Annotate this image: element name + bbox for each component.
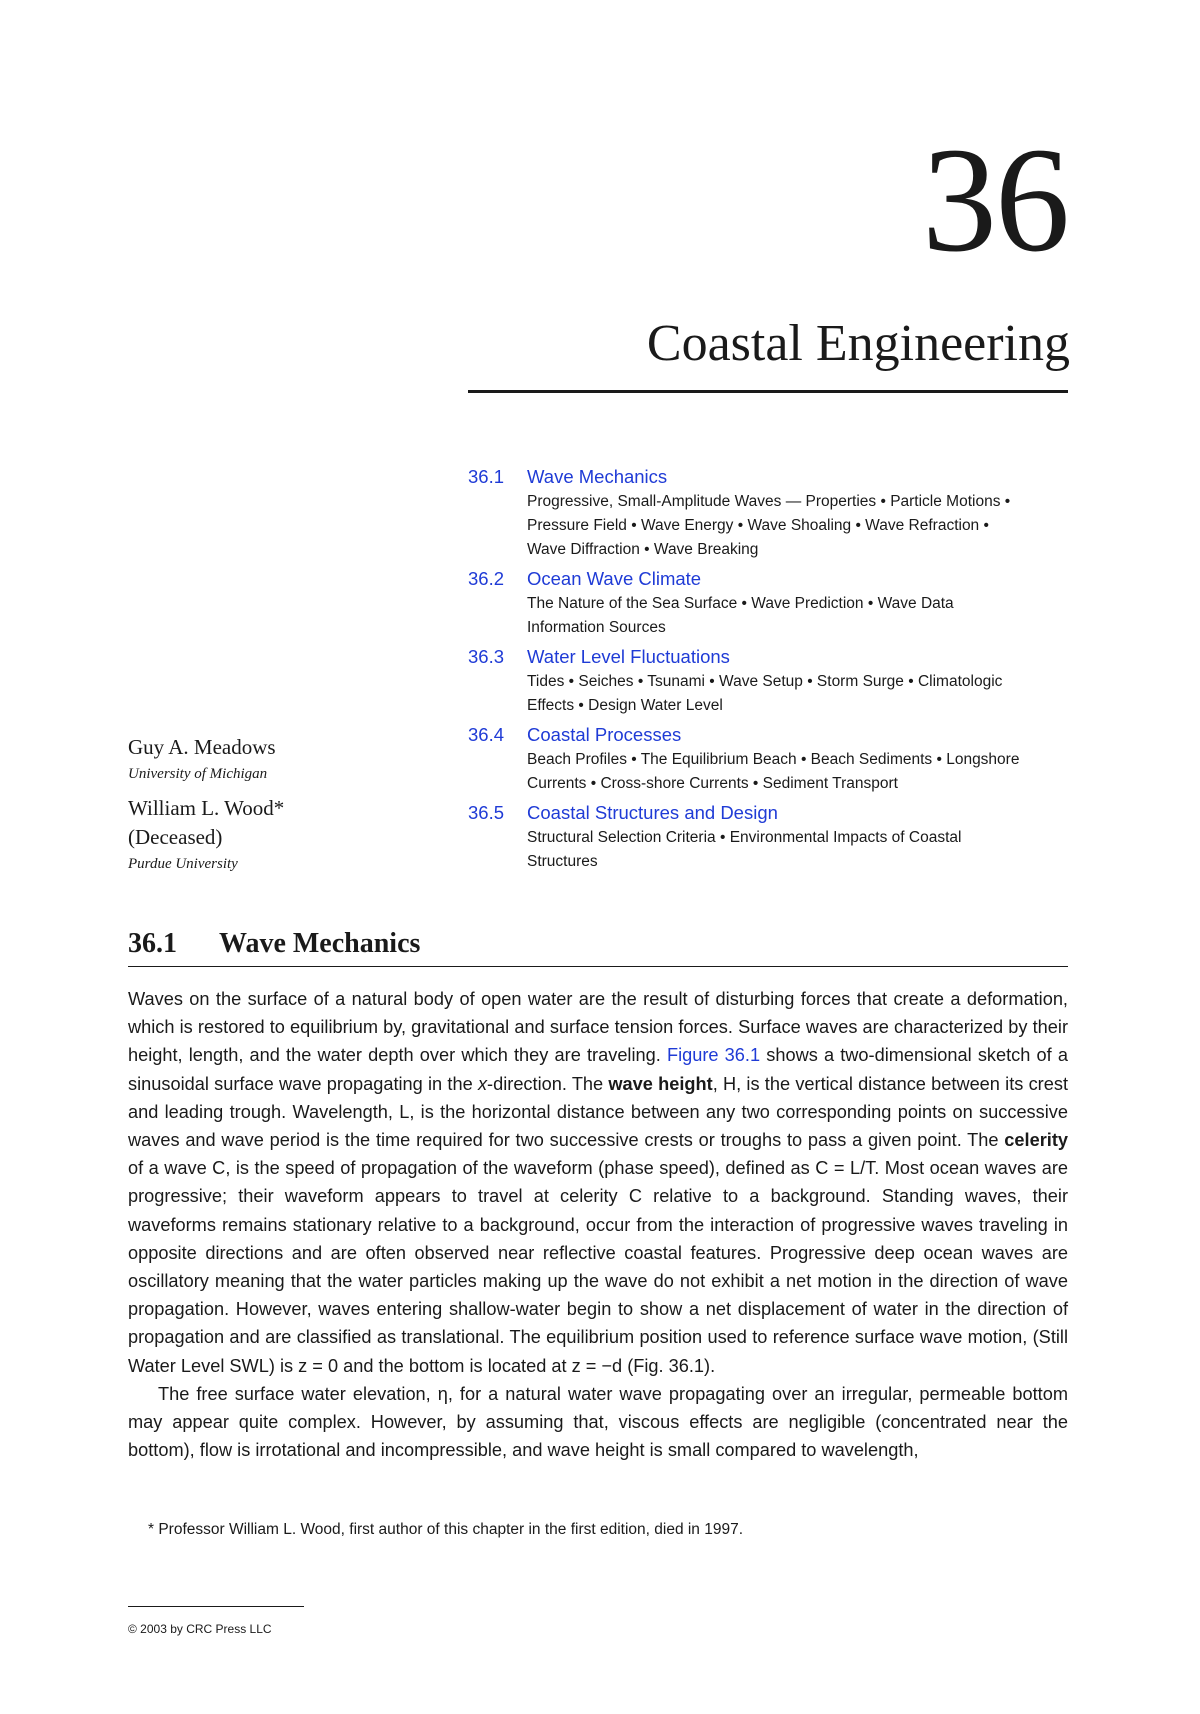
author-affiliation: Purdue University <box>128 856 238 872</box>
toc-link-36-1[interactable] <box>468 464 1028 490</box>
toc-title: Water Level Fluctuations <box>527 646 730 667</box>
paragraph <box>128 985 1068 1380</box>
body-text <box>128 985 1068 1464</box>
toc-title: Wave Mechanics <box>527 466 668 487</box>
section-rule <box>128 966 1068 967</box>
toc-title: Coastal Structures and Design <box>527 802 778 823</box>
toc-subtopics: Tides • Seiches • Tsunami • Wave Setup • Storm Surge • Climatologic Effects • Design Water Level <box>527 673 1003 714</box>
text-run: -direction. The <box>487 1073 609 1094</box>
copyright: © 2003 by CRC Press LLC <box>128 1622 272 1636</box>
title-rule <box>468 390 1068 393</box>
section-heading <box>128 926 1068 962</box>
toc-number: 36.4 <box>468 724 505 745</box>
term-bold: celerity <box>1004 1130 1068 1151</box>
term-bold: wave height <box>608 1073 713 1094</box>
paragraph: The free surface water elevation, η, for a natural water wave propagating over an irregular, permeable bottom may appear quite complex. However, by assuming that, viscous effects are negligible (concentrated near the bottom), flow is irrotational and incompressible, and wave height is small compared to wavelength, <box>128 1383 1068 1461</box>
author-name: Guy A. Meadows <box>128 735 276 759</box>
text-run: Waves on the surface of a natural body of open water are the result of disturbing forces that create a deformation, which is restored to equilibrium by, gravitational and surface tension forces. Surface waves are characterized by their height, length, and the water depth over which they are traveling. <box>128 989 1068 1066</box>
toc-entry-36-1 <box>468 464 1028 562</box>
toc-subtopics: Beach Profiles • The Equilibrium Beach • Beach Sediments • Longshore Currents • Cross-shore Currents • Sediment Transport <box>527 751 1020 792</box>
toc-number: 36.3 <box>468 646 505 667</box>
author-status: (Deceased) <box>128 825 223 849</box>
toc-entry-36-5 <box>468 800 1028 874</box>
toc-number: 36.1 <box>468 466 505 487</box>
toc-subtopics: Structural Selection Criteria • Environmental Impacts of Coastal Structures <box>527 829 962 870</box>
math-variable: x <box>477 1073 488 1094</box>
toc-entry-36-2 <box>468 566 1028 640</box>
toc-link-36-3[interactable] <box>468 644 1028 670</box>
toc-number: 36.2 <box>468 568 505 589</box>
toc-number: 36.5 <box>468 802 505 823</box>
table-of-contents <box>468 464 1028 878</box>
toc-subtopics: Progressive, Small-Amplitude Waves — Properties • Particle Motions • Pressure Field • Wave Energy • Wave Shoaling • Wave Refraction • Wave Diffraction • Wave Breaking <box>527 493 1011 558</box>
toc-link-36-5[interactable] <box>468 800 1028 826</box>
author-affiliation: University of Michigan <box>128 766 268 782</box>
chapter-number: 36 <box>922 117 1068 283</box>
toc-title: Coastal Processes <box>527 724 682 745</box>
toc-entry-36-4 <box>468 722 1028 796</box>
toc-subtopics: The Nature of the Sea Surface • Wave Prediction • Wave Data Information Sources <box>527 595 954 636</box>
footnote-rule <box>128 1606 304 1607</box>
chapter-title: Coastal Engineering <box>646 315 1070 372</box>
toc-entry-36-3 <box>468 644 1028 718</box>
toc-link-36-4[interactable] <box>468 722 1028 748</box>
text-run: shows a two-dimensional sketch of a sinusoidal surface wave propagating in the <box>128 1045 1068 1094</box>
section-title: Wave Mechanics <box>219 928 421 959</box>
author-block <box>128 733 458 884</box>
toc-link-36-2[interactable] <box>468 566 1028 592</box>
toc-title: Ocean Wave Climate <box>527 568 702 589</box>
text-run: , H, is the vertical distance between its crest and leading trough. Wavelength, L, is the horizontal distance between any two corresponding points on successive waves and wave period is the time required for two successive crests or troughs to pass a given point. The <box>128 1073 1068 1151</box>
text-run: of a wave C, is the speed of propagation of the waveform (phase speed), defined as C = L/T. Most ocean waves are progressive; their waveform appears to travel at celerity C relative to a background. Standing waves, their waveforms remains stationary relative to a background, occur from the interaction of progressive waves traveling in opposite directions and are often observed near reflective coastal features. Progressive deep ocean waves are oscillatory meaning that the water particles making up the wave do not exhibit a net motion in the direction of wave propagation. However, waves entering shallow-water begin to show a net displacement of water in the direction of propagation and are classified as translational. The equilibrium position used to reference surface wave motion, (Still Water Level SWL) is z = 0 and the bottom is located at z = −d (Fig. 36.1). <box>128 1158 1068 1376</box>
figure-link[interactable]: Figure 36.1 <box>666 1045 761 1066</box>
footnote: * Professor William L. Wood, first author of this chapter in the first edition, died in 1997. <box>148 1521 744 1538</box>
author-name: William L. Wood* <box>128 796 285 820</box>
section-number: 36.1 <box>128 928 177 959</box>
